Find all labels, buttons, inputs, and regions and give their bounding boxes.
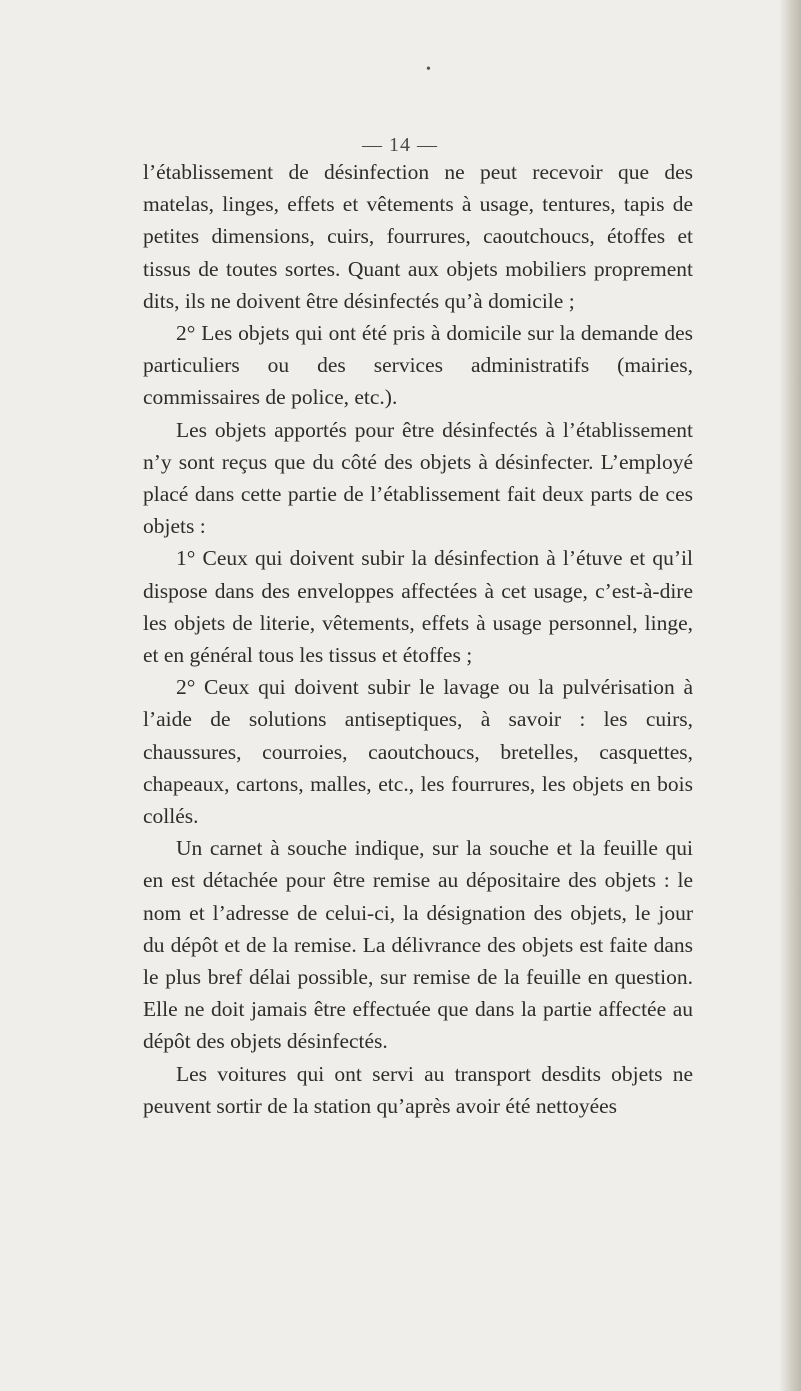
paragraph-1: l’établissement de désinfection ne peut recevoir que des matelas, linges, effets et vêtements à usage, tentures, tapis de petites dimensions, cuirs, fourrures, caoutchoucs, étoffes et tissus de toutes sortes. Quant aux objets mobiliers proprement dits, ils ne doivent être désinfectés qu’à domicile ; (143, 160, 693, 313)
paragraph-2: 2° Les objets qui ont été pris à domicile sur la demande des particuliers ou des services administratifs (mairies, commissaires de police, etc.). (143, 321, 693, 410)
paragraph-4: 1° Ceux qui doivent subir la désinfection à l’étuve et qu’il dispose dans des enveloppes affectées à cet usage, c’est-à-dire les objets de literie, vêtements, effets à usage personnel, linge, et en général tous les tissus et étoffes ; (143, 546, 693, 668)
paragraph-5: 2° Ceux qui doivent subir le lavage ou la pulvérisation à l’aide de solutions antiseptiques, à savoir : les cuirs, chaussures, courroies, caoutchoucs, bretelles, casquettes, chapeaux, cartons, malles, etc., les fourrures, les objets en bois collés. (143, 675, 693, 829)
body-text (143, 156, 693, 1122)
page-number: — 14 — (362, 134, 438, 156)
paragraph-3: Les objets apportés pour être désinfectés à l’établissement n’y sont reçus que du côté des objets à désinfecter. L’employé placé dans cette partie de l’établissement fait deux parts de ces objets : (143, 417, 693, 539)
paragraph-7: Les voitures qui ont servi au transport desdits objets ne peuvent sortir de la station qu’après avoir été nettoyées (143, 1061, 693, 1118)
ink-mark: • (426, 62, 431, 77)
paragraph-6: Un carnet à souche indique, sur la souche et la feuille qui en est détachée pour être remise au dépositaire des objets : le nom et l’adresse de celui-ci, la désignation des objets, le jour du dépôt et de la remise. La délivrance des objets est faite dans le plus bref délai possible, sur remise de la feuille en question. Elle ne doit jamais être effectuée que dans la partie affectée au dépôt des objets désinfectés. (143, 836, 693, 1054)
page-edge-shadow (779, 0, 801, 1391)
